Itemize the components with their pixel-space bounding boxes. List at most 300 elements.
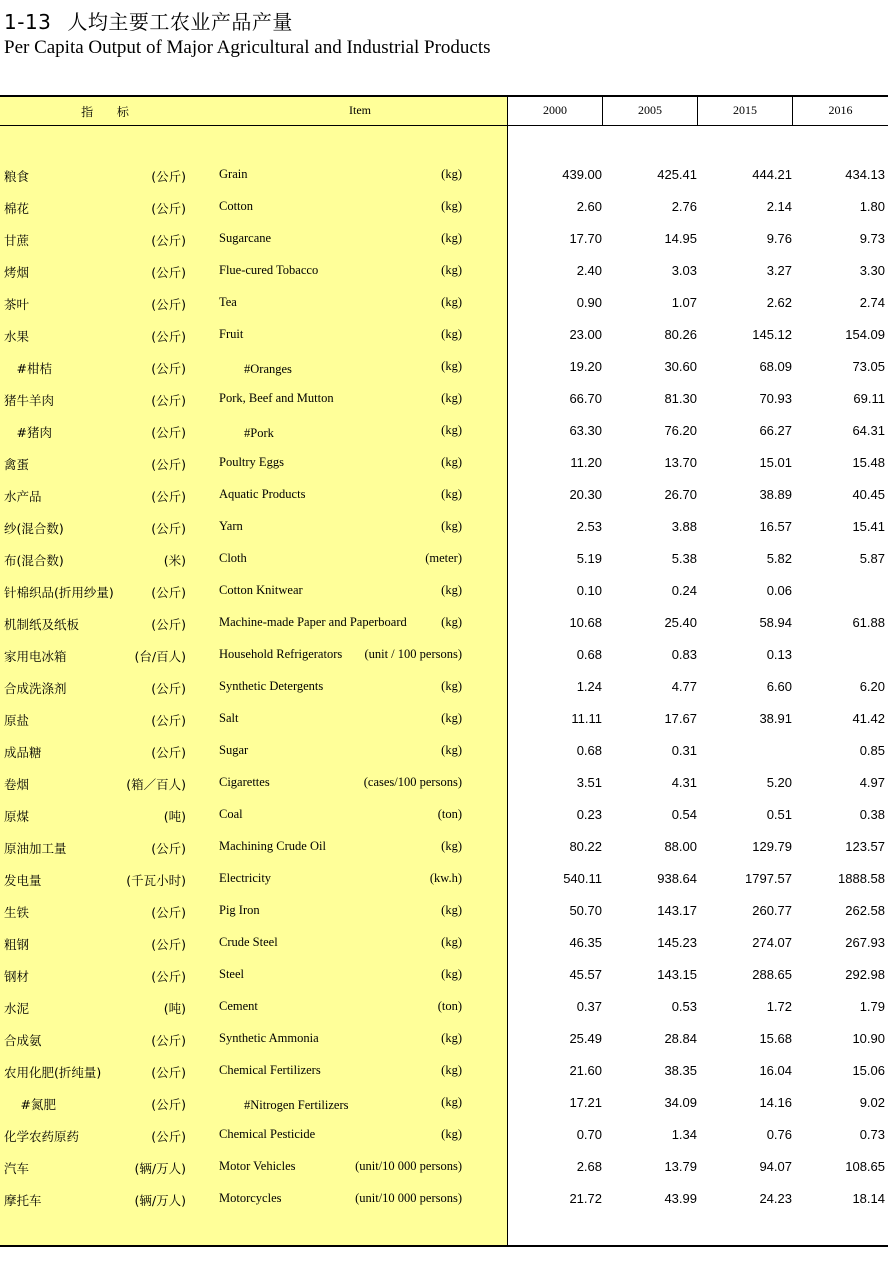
unit-en: (ton) xyxy=(437,999,462,1013)
item-en: Cement xyxy=(219,999,258,1013)
unit-en: (unit/10 000 persons) xyxy=(355,1159,462,1173)
item-en: Synthetic Ammonia xyxy=(219,1031,319,1045)
value-2005: 3.88 xyxy=(671,519,697,534)
item-en: Sugarcane xyxy=(219,231,272,245)
value-2005: 143.15 xyxy=(657,967,697,982)
table-row xyxy=(0,703,888,735)
indicator-cn: 机制纸及纸板 xyxy=(4,617,80,632)
value-2016: 9.02 xyxy=(859,1095,885,1110)
unit-cn: (公斤) xyxy=(151,265,186,280)
unit-en: (kg) xyxy=(441,231,462,245)
unit-cn: (公斤) xyxy=(151,1129,186,1144)
unit-en: (kg) xyxy=(441,423,462,437)
unit-en: (kg) xyxy=(441,1127,462,1141)
value-2005: 5.38 xyxy=(671,551,697,566)
indicator-cn: 发电量 xyxy=(4,873,42,888)
indicator-cn: #猪肉 xyxy=(4,425,52,440)
value-2000: 2.60 xyxy=(576,199,602,214)
value-2016: 15.48 xyxy=(852,455,885,470)
table-row xyxy=(0,799,888,831)
unit-en: (kg) xyxy=(441,359,462,373)
value-2016: 40.45 xyxy=(852,487,885,502)
unit-cn: (公斤) xyxy=(151,297,186,312)
unit-en: (kg) xyxy=(441,583,462,597)
item-en: Salt xyxy=(219,711,239,725)
value-2005: 26.70 xyxy=(664,487,697,502)
table-row xyxy=(0,255,888,287)
value-2000: 1.24 xyxy=(576,679,602,694)
value-2016: 69.11 xyxy=(853,391,885,406)
item-en: Cotton Knitwear xyxy=(219,583,303,597)
value-2016: 9.73 xyxy=(859,231,885,246)
value-2015: 129.79 xyxy=(752,839,792,854)
unit-cn: (米) xyxy=(163,553,186,568)
unit-cn: (公斤) xyxy=(151,457,186,472)
value-2000: 540.11 xyxy=(563,871,602,886)
item-en: Steel xyxy=(219,967,244,981)
header-year: 2015 xyxy=(733,103,757,117)
unit-cn: (公斤) xyxy=(151,361,186,376)
table-row xyxy=(0,191,888,223)
item-en: Flue-cured Tobacco xyxy=(219,263,319,277)
value-2005: 13.70 xyxy=(664,455,697,470)
unit-cn: (公斤) xyxy=(151,233,186,248)
value-2000: 0.10 xyxy=(576,583,602,598)
value-2000: 19.20 xyxy=(569,359,602,374)
unit-cn: (台/百人) xyxy=(134,649,186,664)
unit-en: (kg) xyxy=(441,615,462,629)
value-2005: 0.24 xyxy=(671,583,697,598)
table-row xyxy=(0,575,888,607)
unit-cn: (公斤) xyxy=(151,1097,186,1112)
unit-en: (kw.h) xyxy=(429,871,462,885)
item-en: Yarn xyxy=(219,519,243,533)
unit-cn: (公斤) xyxy=(151,169,186,184)
value-2000: 0.70 xyxy=(576,1127,602,1142)
value-2015: 14.16 xyxy=(759,1095,792,1110)
value-2015: 5.20 xyxy=(766,775,792,790)
value-2005: 17.67 xyxy=(664,711,697,726)
value-2000: 80.22 xyxy=(569,839,602,854)
value-2016: 73.05 xyxy=(852,359,885,374)
item-en: Machine-made Paper and Paperboard xyxy=(219,615,407,629)
value-2015: 24.23 xyxy=(759,1191,792,1206)
unit-cn: (公斤) xyxy=(151,681,186,696)
indicator-cn: #柑桔 xyxy=(4,361,52,376)
value-2000: 439.00 xyxy=(562,167,602,182)
value-2000: 2.53 xyxy=(576,519,602,534)
table-title-cn xyxy=(4,6,293,35)
value-2005: 81.30 xyxy=(664,391,697,406)
value-2000: 2.68 xyxy=(576,1159,602,1174)
value-2005: 34.09 xyxy=(664,1095,697,1110)
value-2016: 1.79 xyxy=(859,999,885,1014)
header-rule xyxy=(0,125,888,126)
unit-en: (kg) xyxy=(441,903,462,917)
value-2005: 1.07 xyxy=(671,295,697,310)
item-en: Household Refrigerators xyxy=(219,647,343,661)
unit-cn: (公斤) xyxy=(151,521,186,536)
value-2000: 21.60 xyxy=(569,1063,602,1078)
item-en: Motorcycles xyxy=(219,1191,282,1205)
unit-cn: (公斤) xyxy=(151,969,186,984)
item-en: Fruit xyxy=(219,327,244,341)
value-2015: 38.91 xyxy=(759,711,792,726)
unit-cn: (公斤) xyxy=(151,905,186,920)
value-2016: 3.30 xyxy=(859,263,885,278)
value-2016: 108.65 xyxy=(845,1159,885,1174)
indicator-cn: 粮食 xyxy=(4,169,30,184)
indicator-cn: 针棉织品(折用纱量) xyxy=(4,585,114,600)
unit-en: (ton) xyxy=(437,807,462,821)
value-2015: 15.01 xyxy=(759,455,792,470)
value-2015: 0.13 xyxy=(766,647,792,662)
indicator-cn: 猪牛羊肉 xyxy=(4,393,55,408)
value-2005: 0.31 xyxy=(671,743,697,758)
value-2016: 0.85 xyxy=(859,743,885,758)
value-2005: 425.41 xyxy=(657,167,697,182)
value-2015: 0.76 xyxy=(766,1127,792,1142)
value-2016: 64.31 xyxy=(852,423,885,438)
value-2016: 18.14 xyxy=(852,1191,885,1206)
unit-cn: (辆/万人) xyxy=(134,1193,186,1208)
indicator-cn: 化学农药原药 xyxy=(4,1129,80,1144)
value-2015: 58.94 xyxy=(759,615,792,630)
value-2016: 123.57 xyxy=(845,839,885,854)
value-2016: 154.09 xyxy=(845,327,885,342)
value-2005: 143.17 xyxy=(657,903,697,918)
unit-cn: (箱／百人) xyxy=(126,777,186,792)
value-2016: 262.58 xyxy=(845,903,885,918)
value-2015: 15.68 xyxy=(759,1031,792,1046)
value-2005: 28.84 xyxy=(664,1031,697,1046)
value-2000: 20.30 xyxy=(569,487,602,502)
value-2015: 66.27 xyxy=(759,423,792,438)
indicator-cn: 农用化肥(折纯量) xyxy=(4,1065,102,1080)
table-row xyxy=(0,671,888,703)
indicator-cn: 原煤 xyxy=(4,809,30,824)
unit-cn: (公斤) xyxy=(151,937,186,952)
unit-en: (kg) xyxy=(441,1095,462,1109)
value-2015: 38.89 xyxy=(759,487,792,502)
header-indicator-cn: 指 标 xyxy=(81,105,139,119)
value-2000: 21.72 xyxy=(569,1191,602,1206)
item-en: #Nitrogen Fertilizers xyxy=(219,1098,349,1112)
unit-cn: (公斤) xyxy=(151,329,186,344)
indicator-cn: 水产品 xyxy=(4,489,42,504)
value-2005: 88.00 xyxy=(664,839,697,854)
item-en: Crude Steel xyxy=(219,935,278,949)
value-2005: 145.23 xyxy=(657,935,697,950)
table-number: 1-13 xyxy=(4,10,52,34)
value-2016: 10.90 xyxy=(852,1031,885,1046)
bottom-rule xyxy=(0,1245,888,1247)
value-2000: 2.40 xyxy=(576,263,602,278)
value-2000: 5.19 xyxy=(576,551,602,566)
indicator-cn: 水泥 xyxy=(4,1001,30,1016)
table-row xyxy=(0,1023,888,1055)
unit-cn: (公斤) xyxy=(151,1033,186,1048)
value-2016: 1888.58 xyxy=(838,871,885,886)
value-2000: 0.23 xyxy=(576,807,602,822)
value-2005: 0.54 xyxy=(671,807,697,822)
value-2000: 23.00 xyxy=(569,327,602,342)
value-2015: 68.09 xyxy=(759,359,792,374)
table-row xyxy=(0,639,888,671)
unit-en: (unit/10 000 persons) xyxy=(355,1191,462,1205)
value-2000: 66.70 xyxy=(569,391,602,406)
item-en: Poultry Eggs xyxy=(219,455,284,469)
header-year: 2005 xyxy=(638,103,662,117)
value-2016: 2.74 xyxy=(859,295,885,310)
unit-cn: (公斤) xyxy=(151,201,186,216)
value-2005: 13.79 xyxy=(664,1159,697,1174)
top-rule xyxy=(0,95,888,97)
indicator-cn: 禽蛋 xyxy=(4,457,30,472)
value-2005: 1.34 xyxy=(671,1127,697,1142)
indicator-cn: 原盐 xyxy=(4,713,30,728)
header-item-en: Item xyxy=(349,103,371,117)
value-2000: 10.68 xyxy=(569,615,602,630)
item-en: Pork, Beef and Mutton xyxy=(219,391,334,405)
value-2000: 50.70 xyxy=(569,903,602,918)
table-row xyxy=(0,287,888,319)
value-2000: 3.51 xyxy=(576,775,602,790)
value-2000: 25.49 xyxy=(569,1031,602,1046)
value-2015: 1.72 xyxy=(766,999,792,1014)
value-2005: 25.40 xyxy=(664,615,697,630)
value-2000: 46.35 xyxy=(569,935,602,950)
unit-cn: (吨) xyxy=(163,1001,186,1016)
value-2015: 288.65 xyxy=(752,967,792,982)
value-2016: 61.88 xyxy=(852,615,885,630)
indicator-cn: 摩托车 xyxy=(4,1193,42,1208)
unit-en: (cases/100 persons) xyxy=(363,775,462,789)
value-2005: 38.35 xyxy=(664,1063,697,1078)
table-row xyxy=(0,159,888,191)
unit-en: (kg) xyxy=(441,935,462,949)
item-en: Sugar xyxy=(219,743,249,757)
table-row xyxy=(0,927,888,959)
value-2016: 292.98 xyxy=(845,967,885,982)
value-2016: 15.41 xyxy=(852,519,885,534)
table-row xyxy=(0,511,888,543)
unit-en: (kg) xyxy=(441,167,462,181)
unit-cn: (公斤) xyxy=(151,841,186,856)
value-2015: 1797.57 xyxy=(745,871,792,886)
table-row xyxy=(0,319,888,351)
value-2016: 267.93 xyxy=(845,935,885,950)
unit-cn: (公斤) xyxy=(151,1065,186,1080)
value-2016: 5.87 xyxy=(859,551,885,566)
indicator-cn: 家用电冰箱 xyxy=(4,649,67,664)
item-en: Cotton xyxy=(219,199,254,213)
table-row xyxy=(0,479,888,511)
value-2016: 6.20 xyxy=(859,679,885,694)
value-2005: 80.26 xyxy=(664,327,697,342)
value-2000: 11.11 xyxy=(571,711,602,726)
unit-en: (kg) xyxy=(441,263,462,277)
unit-en: (kg) xyxy=(441,1063,462,1077)
unit-en: (kg) xyxy=(441,1031,462,1045)
value-2005: 0.83 xyxy=(671,647,697,662)
value-2015: 3.27 xyxy=(766,263,792,278)
unit-en: (kg) xyxy=(441,487,462,501)
table-row xyxy=(0,351,888,383)
value-2015: 94.07 xyxy=(759,1159,792,1174)
value-2005: 4.31 xyxy=(671,775,697,790)
item-en: Chemical Pesticide xyxy=(219,1127,316,1141)
indicator-cn: 甘蔗 xyxy=(4,233,30,248)
value-2016: 0.38 xyxy=(859,807,885,822)
table-row xyxy=(0,735,888,767)
indicator-cn: 烤烟 xyxy=(4,265,30,280)
table-row xyxy=(0,415,888,447)
unit-en: (unit / 100 persons) xyxy=(364,647,462,661)
table-row xyxy=(0,959,888,991)
item-en: Grain xyxy=(219,167,248,181)
value-2005: 4.77 xyxy=(671,679,697,694)
table-row xyxy=(0,1151,888,1183)
value-2000: 11.20 xyxy=(570,455,602,470)
unit-cn: (公斤) xyxy=(151,393,186,408)
unit-cn: (公斤) xyxy=(151,713,186,728)
value-2016: 0.73 xyxy=(859,1127,885,1142)
value-2015: 0.51 xyxy=(766,807,792,822)
item-en: #Pork xyxy=(219,426,274,440)
value-2000: 45.57 xyxy=(569,967,602,982)
value-2015: 6.60 xyxy=(766,679,792,694)
unit-en: (kg) xyxy=(441,327,462,341)
indicator-cn: 布(混合数) xyxy=(4,553,64,568)
indicator-cn: 生铁 xyxy=(4,905,30,920)
value-2000: 17.70 xyxy=(569,231,602,246)
table-row xyxy=(0,831,888,863)
indicator-cn: 纱(混合数) xyxy=(4,521,64,536)
item-en: Electricity xyxy=(219,871,272,885)
value-2005: 43.99 xyxy=(664,1191,697,1206)
value-2015: 2.62 xyxy=(766,295,792,310)
table-row xyxy=(0,383,888,415)
value-2015: 16.57 xyxy=(759,519,792,534)
table-row xyxy=(0,895,888,927)
value-2016: 15.06 xyxy=(852,1063,885,1078)
indicator-cn: 卷烟 xyxy=(4,777,30,792)
unit-en: (kg) xyxy=(441,839,462,853)
value-2005: 76.20 xyxy=(664,423,697,438)
unit-cn: (公斤) xyxy=(151,745,186,760)
value-2005: 3.03 xyxy=(671,263,697,278)
indicator-cn: 原油加工量 xyxy=(4,841,67,856)
indicator-cn: 成品糖 xyxy=(4,745,42,760)
value-2000: 0.68 xyxy=(576,743,602,758)
value-2015: 16.04 xyxy=(759,1063,792,1078)
item-en: Pig Iron xyxy=(219,903,260,917)
unit-en: (kg) xyxy=(441,679,462,693)
indicator-cn: #氮肥 xyxy=(4,1097,56,1112)
value-2015: 5.82 xyxy=(766,551,792,566)
value-2005: 2.76 xyxy=(671,199,697,214)
value-2005: 938.64 xyxy=(657,871,697,886)
unit-cn: (千瓦小时) xyxy=(126,873,186,888)
item-en: Aquatic Products xyxy=(219,487,306,501)
item-en: Synthetic Detergents xyxy=(219,679,324,693)
indicator-cn: 茶叶 xyxy=(4,297,30,312)
value-2016: 4.97 xyxy=(859,775,885,790)
unit-cn: (吨) xyxy=(163,809,186,824)
unit-en: (kg) xyxy=(441,391,462,405)
item-en: Motor Vehicles xyxy=(219,1159,296,1173)
value-2016: 1.80 xyxy=(859,199,885,214)
table-title-en: Per Capita Output of Major Agricultural and Industrial Products xyxy=(4,37,491,58)
table-row xyxy=(0,543,888,575)
item-en: Coal xyxy=(219,807,243,821)
unit-en: (kg) xyxy=(441,967,462,981)
unit-en: (kg) xyxy=(441,199,462,213)
unit-en: (kg) xyxy=(441,711,462,725)
table-title-cn-text: 人均主要工农业产品产量 xyxy=(67,10,293,34)
table-row xyxy=(0,1087,888,1119)
indicator-cn: 合成洗涤剂 xyxy=(4,681,67,696)
value-2000: 63.30 xyxy=(569,423,602,438)
table-row xyxy=(0,447,888,479)
table-row xyxy=(0,607,888,639)
indicator-cn: 钢材 xyxy=(4,969,30,984)
unit-cn: (公斤) xyxy=(151,617,186,632)
table-row xyxy=(0,1055,888,1087)
item-en: Cloth xyxy=(219,551,247,565)
value-2000: 0.90 xyxy=(576,295,602,310)
indicator-cn: 汽车 xyxy=(4,1161,30,1176)
item-en: #Oranges xyxy=(219,362,292,376)
value-2000: 0.68 xyxy=(576,647,602,662)
value-2015: 145.12 xyxy=(752,327,792,342)
unit-cn: (公斤) xyxy=(151,585,186,600)
value-2015: 444.21 xyxy=(752,167,792,182)
unit-en: (meter) xyxy=(425,551,462,565)
unit-en: (kg) xyxy=(441,295,462,309)
table-row xyxy=(0,767,888,799)
value-2015: 9.76 xyxy=(766,231,792,246)
value-2015: 2.14 xyxy=(766,199,792,214)
table-row xyxy=(0,223,888,255)
value-2005: 30.60 xyxy=(664,359,697,374)
table-row xyxy=(0,1183,888,1215)
unit-cn: (公斤) xyxy=(151,489,186,504)
indicator-cn: 棉花 xyxy=(4,201,30,216)
unit-en: (kg) xyxy=(441,455,462,469)
table-row xyxy=(0,991,888,1023)
value-2005: 14.95 xyxy=(664,231,697,246)
item-en: Machining Crude Oil xyxy=(219,839,326,853)
value-2015: 260.77 xyxy=(752,903,792,918)
unit-en: (kg) xyxy=(441,743,462,757)
value-2005: 0.53 xyxy=(671,999,697,1014)
value-2016: 41.42 xyxy=(852,711,885,726)
header-year: 2016 xyxy=(828,103,853,117)
value-2015: 70.93 xyxy=(759,391,792,406)
value-2000: 17.21 xyxy=(569,1095,602,1110)
table-row xyxy=(0,863,888,895)
indicator-cn: 合成氨 xyxy=(4,1033,42,1048)
value-2016: 434.13 xyxy=(845,167,885,182)
header-year: 2000 xyxy=(543,103,567,117)
unit-cn: (辆/万人) xyxy=(134,1161,186,1176)
indicator-cn: 粗钢 xyxy=(4,937,30,952)
item-en: Cigarettes xyxy=(219,775,270,789)
item-en: Chemical Fertilizers xyxy=(219,1063,321,1077)
value-2015: 274.07 xyxy=(752,935,792,950)
